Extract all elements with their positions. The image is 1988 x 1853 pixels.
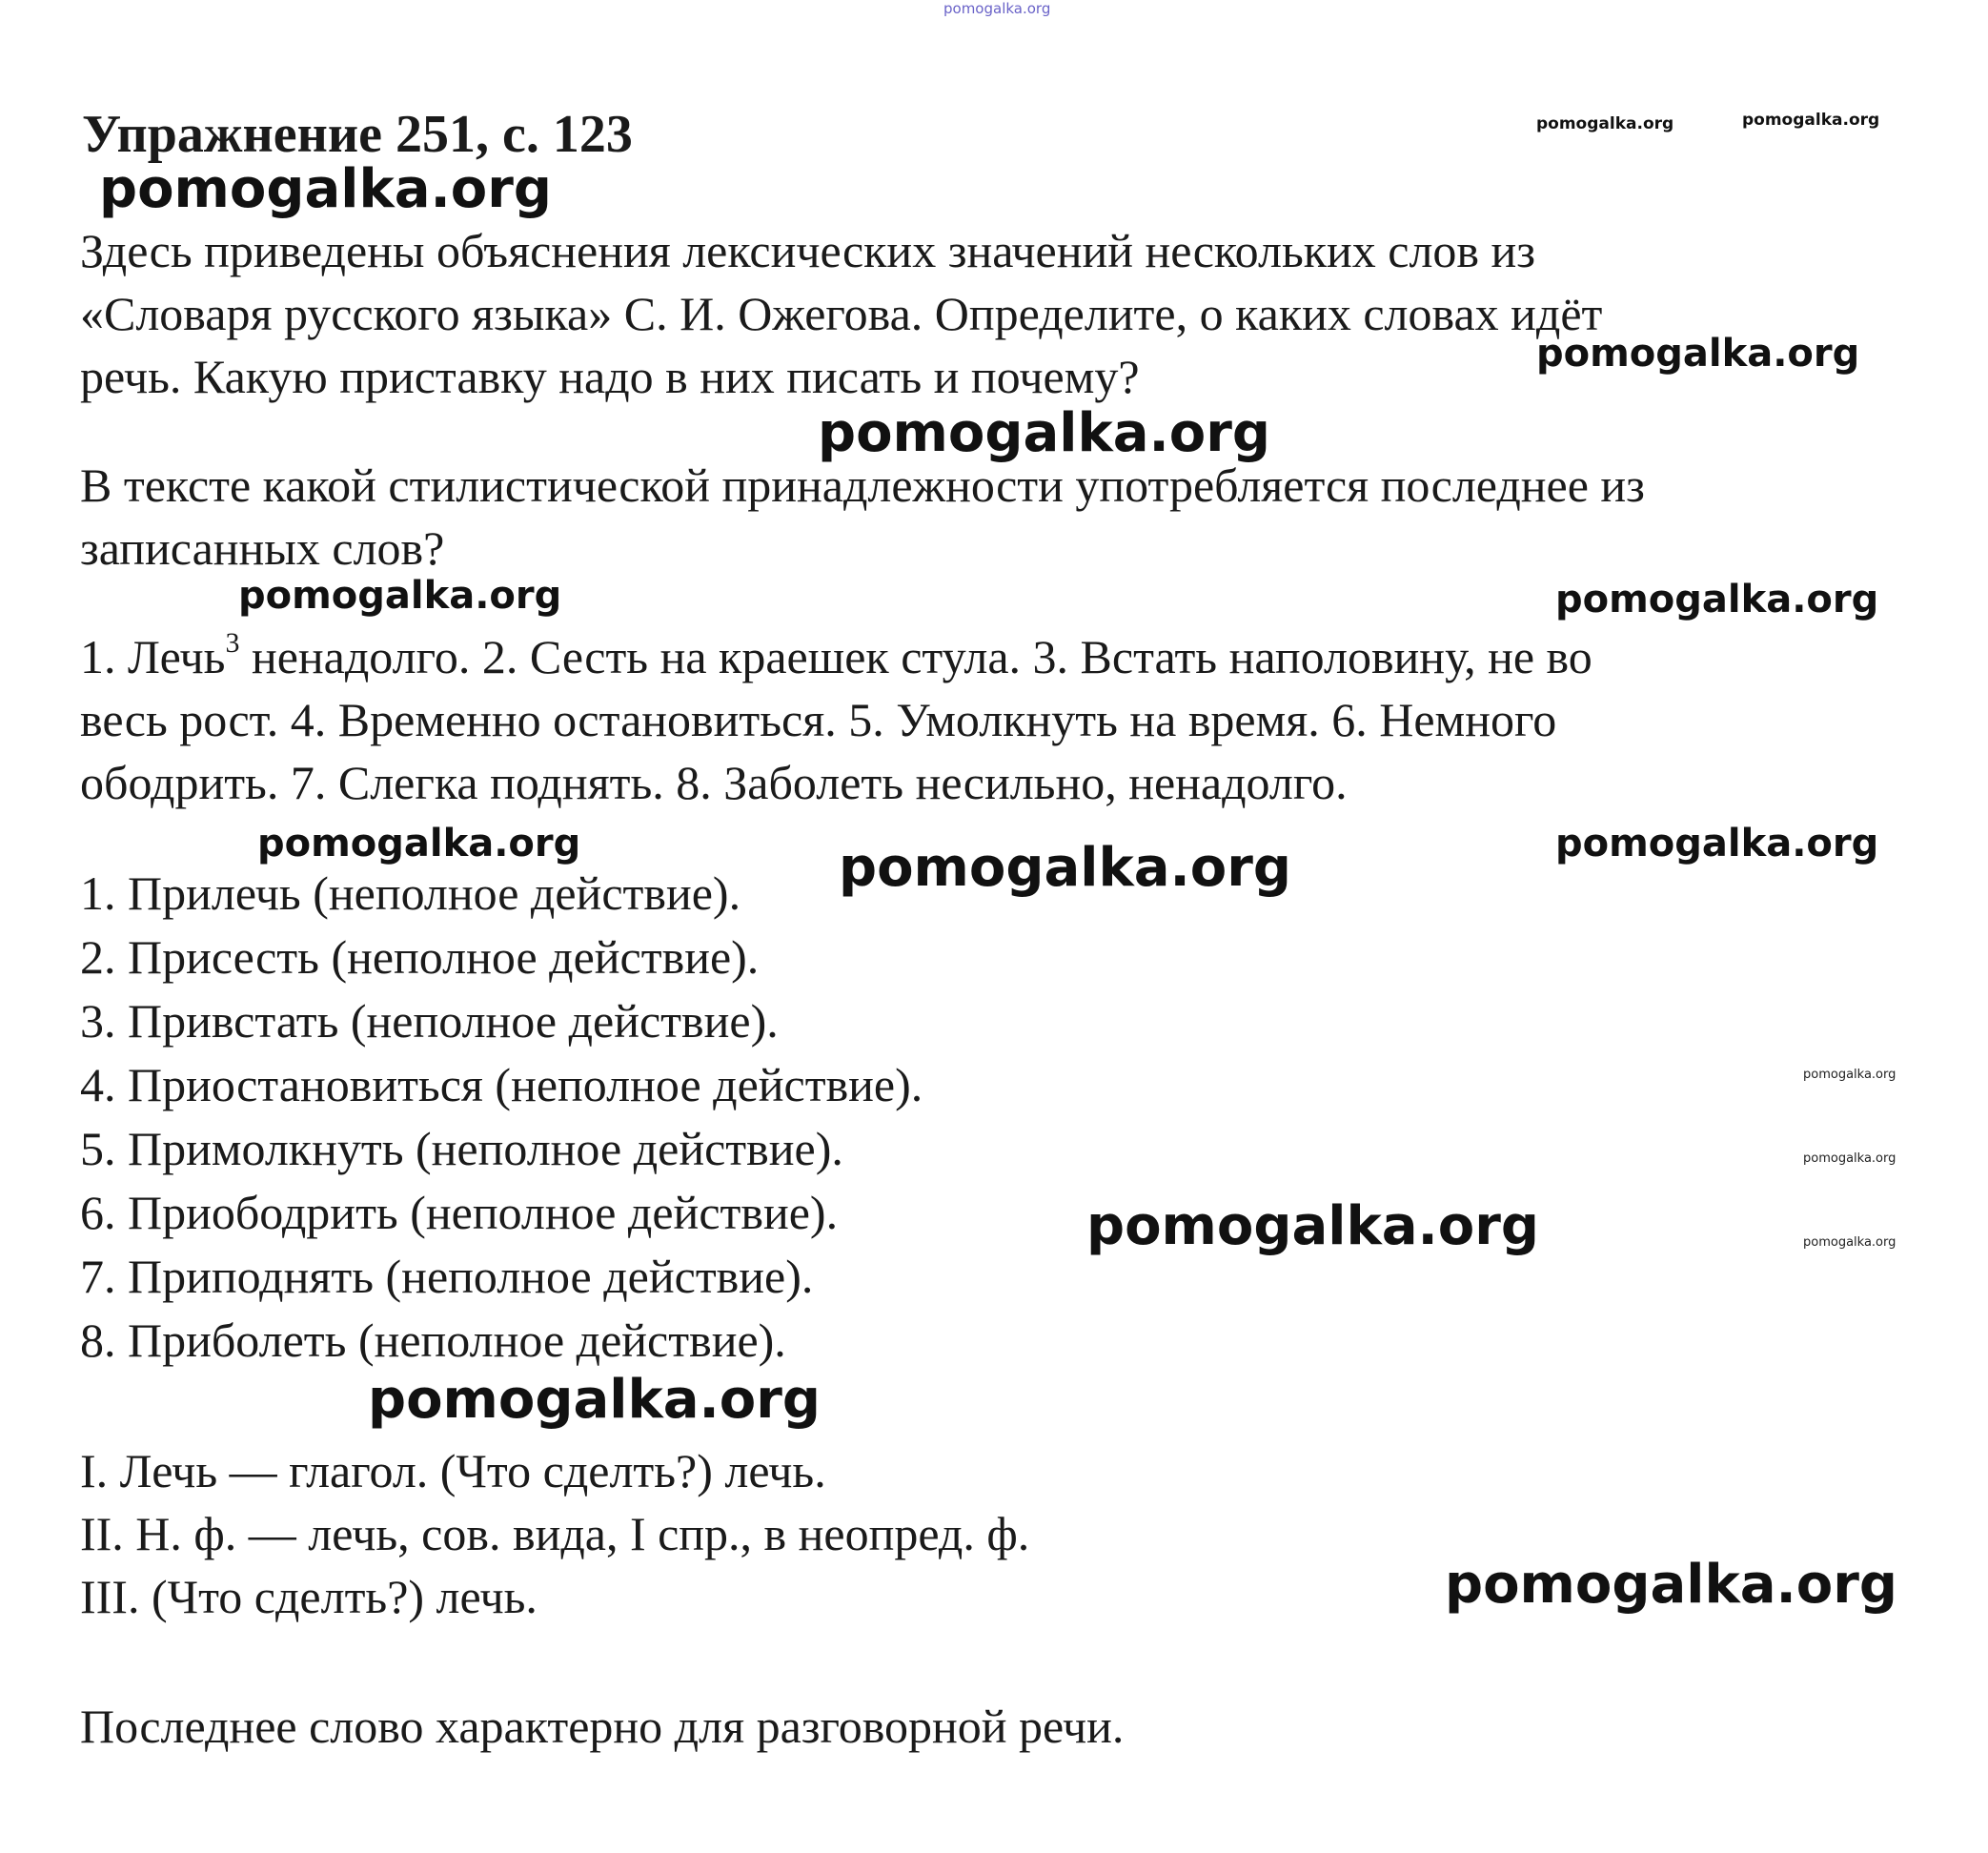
watermark: pomogalka.org — [1445, 1554, 1897, 1616]
list-item: 3. Привстать (неполное действие). — [80, 994, 779, 1048]
watermark: pomogalka.org — [1803, 1151, 1897, 1166]
list-item: 7. Приподнять (неполное действие). — [80, 1250, 814, 1303]
watermark: pomogalka.org — [1803, 1235, 1897, 1250]
conclusion-line: Последнее слово характерно для разговорной речи. — [80, 1700, 1125, 1753]
watermark: pomogalka.org — [1803, 1068, 1897, 1082]
list-item: 5. Примолкнуть (неполное действие). — [80, 1122, 843, 1175]
watermark: pomogalka.org — [1536, 332, 1860, 376]
question-line: записанных слов? — [80, 521, 445, 575]
definition-line: весь рост. 4. Временно остановиться. 5. Умолкнуть на время. 6. Немного — [80, 693, 1557, 746]
answers-list — [80, 862, 1948, 1373]
definitions-paragraph — [80, 625, 1948, 814]
watermark: pomogalka.org — [839, 837, 1291, 899]
definition-line — [80, 625, 1948, 688]
list-item: 4. Приостановиться (неполное действие). — [80, 1058, 923, 1111]
task-paragraph — [80, 219, 1948, 408]
watermark: pomogalka.org — [818, 402, 1270, 464]
watermark: pomogalka.org — [1742, 111, 1880, 130]
analysis-line: I. Лечь — глагол. (Что сделть?) лечь. — [80, 1444, 826, 1497]
analysis-line: II. Н. ф. — лечь, сов. вида, I спр., в неопред. ф. — [80, 1507, 1030, 1560]
list-item: 8. Приболеть (неполное действие). — [80, 1313, 786, 1367]
definition-lead: 1. Лечь — [80, 630, 226, 683]
conclusion — [80, 1695, 1948, 1758]
question-line: В тексте какой стилистической принадлежности употребляется последнее из — [80, 458, 1645, 512]
list-item: 2. Присесть (неполное действие). — [80, 930, 760, 984]
watermark: pomogalka.org — [99, 158, 552, 220]
watermark: pomogalka.org — [943, 0, 1051, 17]
exercise-title: Упражнение 251, с. 123 — [82, 105, 633, 164]
watermark: pomogalka.org — [1555, 822, 1879, 865]
task-line: «Словаря русского языка» С. И. Ожегова. Определите, о каких словах идёт — [80, 287, 1603, 340]
task-line: Здесь приведены объяснения лексических значений нескольких слов из — [80, 224, 1536, 277]
watermark: pomogalka.org — [238, 574, 562, 618]
watermark: pomogalka.org — [1555, 578, 1879, 621]
watermark: pomogalka.org — [257, 822, 581, 865]
watermark: pomogalka.org — [368, 1369, 821, 1431]
footnote-mark: 3 — [225, 627, 240, 659]
definition-line: ободрить. 7. Слегка поднять. 8. Заболеть несильно, ненадолго. — [80, 756, 1348, 809]
definition-rest: ненадолго. 2. Сесть на краешек стула. 3. Встать наполовину, не во — [239, 630, 1592, 683]
watermark: pomogalka.org — [1086, 1195, 1539, 1257]
analysis-line: III. (Что сделть?) лечь. — [80, 1570, 538, 1623]
task-line: речь. Какую приставку надо в них писать и почему? — [80, 350, 1140, 403]
list-item: 1. Прилечь (неполное действие). — [80, 866, 741, 920]
list-item: 6. Приободрить (неполное действие). — [80, 1186, 839, 1239]
watermark: pomogalka.org — [1536, 114, 1674, 133]
question-paragraph — [80, 454, 1948, 580]
